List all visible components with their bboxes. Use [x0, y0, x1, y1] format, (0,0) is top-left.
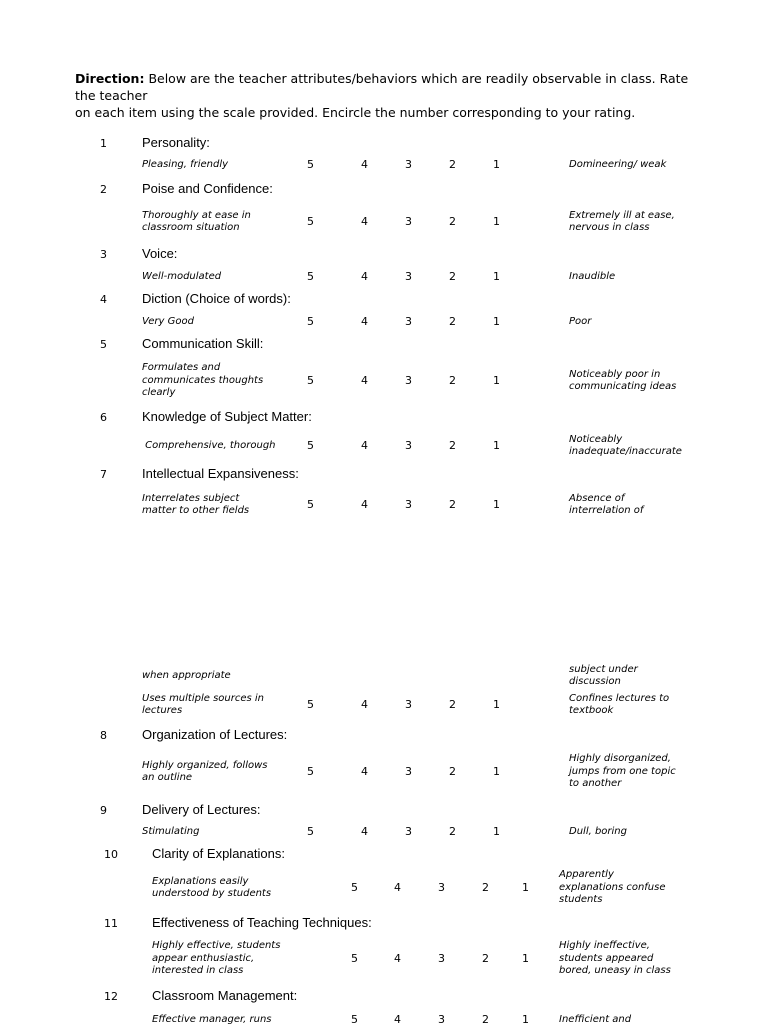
rating-option-4[interactable]: 4: [394, 952, 401, 965]
item-title: Classroom Management:: [152, 988, 298, 1003]
item-positive-descriptor: Highly organized, follows an outline: [142, 759, 268, 783]
item-title: Clarity of Explanations:: [152, 846, 285, 861]
rating-option-4[interactable]: 4: [394, 1013, 401, 1026]
rating-option-2[interactable]: 2: [449, 698, 456, 711]
item-title: Voice:: [142, 246, 178, 261]
rating-option-4[interactable]: 4: [361, 698, 368, 711]
rating-option-1[interactable]: 1: [493, 825, 500, 838]
rating-option-5[interactable]: 5: [351, 1013, 358, 1026]
item-negative-descriptor: Poor: [569, 315, 592, 327]
rating-option-2[interactable]: 2: [482, 1013, 489, 1026]
rating-option-2[interactable]: 2: [449, 315, 456, 328]
item-positive-descriptor: Interrelates subject matter to other fields: [142, 492, 250, 516]
direction-label: Direction:: [75, 71, 145, 86]
item-positive-descriptor: Thoroughly at ease in classroom situation: [142, 209, 251, 233]
rating-option-5[interactable]: 5: [307, 315, 314, 328]
rating-option-3[interactable]: 3: [438, 952, 445, 965]
rating-option-4[interactable]: 4: [361, 158, 368, 171]
rating-option-1[interactable]: 1: [493, 698, 500, 711]
item-positive-descriptor: Effective manager, runs: [152, 1013, 272, 1025]
rating-option-2[interactable]: 2: [449, 270, 456, 283]
rating-option-3[interactable]: 3: [405, 270, 412, 283]
item-title: Communication Skill:: [142, 336, 264, 351]
item-positive-descriptor: when appropriate: [142, 669, 231, 681]
item-negative-descriptor: Extremely ill at ease, nervous in class: [569, 209, 675, 233]
rating-option-5[interactable]: 5: [307, 498, 314, 511]
item-title: Knowledge of Subject Matter:: [142, 409, 312, 424]
rating-option-4[interactable]: 4: [361, 374, 368, 387]
item-number: 5: [100, 338, 107, 351]
rating-option-1[interactable]: 1: [493, 498, 500, 511]
item-negative-descriptor: Noticeably inadequate/inaccurate: [569, 433, 682, 457]
rating-option-1[interactable]: 1: [493, 158, 500, 171]
item-negative-descriptor: Apparently explanations confuse students: [559, 869, 666, 906]
rating-option-2[interactable]: 2: [449, 825, 456, 838]
rating-option-2[interactable]: 2: [482, 881, 489, 894]
direction-text: [75, 70, 695, 121]
rating-option-3[interactable]: 3: [438, 1013, 445, 1026]
rating-option-3[interactable]: 3: [405, 498, 412, 511]
rating-option-5[interactable]: 5: [307, 215, 314, 228]
item-title: Organization of Lectures:: [142, 727, 288, 742]
rating-option-1[interactable]: 1: [522, 881, 529, 894]
rating-option-5[interactable]: 5: [351, 881, 358, 894]
item-positive-descriptor: Explanations easily understood by students: [152, 875, 272, 899]
rating-option-5[interactable]: 5: [307, 374, 314, 387]
item-title: Personality:: [142, 135, 210, 150]
item-title: Poise and Confidence:: [142, 181, 273, 196]
rating-option-2[interactable]: 2: [482, 952, 489, 965]
item-negative-descriptor: Highly disorganized, jumps from one topic to another: [569, 753, 676, 790]
rating-option-1[interactable]: 1: [493, 215, 500, 228]
rating-option-4[interactable]: 4: [361, 315, 368, 328]
rating-option-3[interactable]: 3: [405, 158, 412, 171]
rating-option-1[interactable]: 1: [493, 374, 500, 387]
item-negative-descriptor: Domineering/ weak: [569, 158, 667, 170]
rating-option-4[interactable]: 4: [361, 825, 368, 838]
item-negative-descriptor: Noticeably poor in communicating ideas: [569, 368, 677, 392]
item-positive-descriptor: Formulates and communicates thoughts clearly: [142, 362, 264, 399]
item-negative-descriptor: Highly ineffective, students appeared bored, uneasy in class: [559, 940, 671, 977]
rating-option-5[interactable]: 5: [351, 952, 358, 965]
item-number: 9: [100, 804, 107, 817]
rating-option-2[interactable]: 2: [449, 439, 456, 452]
item-positive-descriptor: Stimulating: [142, 825, 200, 837]
item-number: 11: [104, 917, 118, 930]
rating-option-2[interactable]: 2: [449, 374, 456, 387]
rating-option-5[interactable]: 5: [307, 698, 314, 711]
rating-option-3[interactable]: 3: [438, 881, 445, 894]
rating-option-5[interactable]: 5: [307, 158, 314, 171]
rating-option-2[interactable]: 2: [449, 765, 456, 778]
item-positive-descriptor: Comprehensive, thorough: [142, 439, 276, 451]
direction-line-1: Below are the teacher attributes/behaviors which are readily observable in class. Rate the teacher: [75, 71, 689, 103]
rating-option-3[interactable]: 3: [405, 374, 412, 387]
rating-option-5[interactable]: 5: [307, 439, 314, 452]
rating-option-1[interactable]: 1: [493, 315, 500, 328]
rating-option-5[interactable]: 5: [307, 825, 314, 838]
rating-option-1[interactable]: 1: [493, 270, 500, 283]
item-title: Intellectual Expansiveness:: [142, 466, 299, 481]
item-positive-descriptor: Very Good: [142, 315, 194, 327]
item-negative-descriptor: Inefficient and: [559, 1013, 632, 1025]
rating-option-4[interactable]: 4: [361, 270, 368, 283]
item-number: 4: [100, 293, 107, 306]
rating-option-2[interactable]: 2: [449, 158, 456, 171]
item-negative-descriptor: Dull, boring: [569, 825, 627, 837]
rating-option-1[interactable]: 1: [522, 1013, 529, 1026]
item-negative-descriptor: Absence of interrelation of: [569, 492, 644, 516]
rating-option-1[interactable]: 1: [493, 439, 500, 452]
rating-option-1[interactable]: 1: [522, 952, 529, 965]
rating-option-3[interactable]: 3: [405, 315, 412, 328]
item-negative-descriptor: Inaudible: [569, 270, 616, 282]
rating-option-4[interactable]: 4: [394, 881, 401, 894]
rating-option-3[interactable]: 3: [405, 698, 412, 711]
rating-option-5[interactable]: 5: [307, 765, 314, 778]
rating-option-4[interactable]: 4: [361, 439, 368, 452]
item-negative-descriptor: subject under discussion: [569, 663, 638, 687]
rating-option-2[interactable]: 2: [449, 215, 456, 228]
rating-option-3[interactable]: 3: [405, 215, 412, 228]
item-number: 12: [104, 990, 118, 1003]
rating-option-4[interactable]: 4: [361, 215, 368, 228]
item-positive-descriptor: Highly effective, students appear enthusiastic, interested in class: [152, 940, 281, 977]
direction-line-2: on each item using the scale provided. Encircle the number corresponding to your rating.: [75, 105, 636, 120]
item-number: 8: [100, 729, 107, 742]
rating-option-4[interactable]: 4: [361, 765, 368, 778]
item-number: 2: [100, 183, 107, 196]
item-title: Effectiveness of Teaching Techniques:: [152, 915, 372, 930]
rating-option-1[interactable]: 1: [493, 765, 500, 778]
item-number: 7: [100, 468, 107, 481]
rating-option-2[interactable]: 2: [449, 498, 456, 511]
item-title: Delivery of Lectures:: [142, 802, 261, 817]
item-number: 6: [100, 411, 107, 424]
item-positive-descriptor: Uses multiple sources in lectures: [142, 692, 265, 716]
rating-option-3[interactable]: 3: [405, 439, 412, 452]
item-positive-descriptor: Well-modulated: [142, 270, 222, 282]
rating-option-5[interactable]: 5: [307, 270, 314, 283]
item-title: Diction (Choice of words):: [142, 291, 291, 306]
rating-option-3[interactable]: 3: [405, 765, 412, 778]
item-positive-descriptor: Pleasing, friendly: [142, 158, 229, 170]
item-negative-descriptor: Confines lectures to textbook: [569, 692, 670, 716]
item-number: 3: [100, 248, 107, 261]
rating-option-4[interactable]: 4: [361, 498, 368, 511]
item-number: 10: [104, 848, 118, 861]
item-number: 1: [100, 137, 107, 150]
rating-option-3[interactable]: 3: [405, 825, 412, 838]
